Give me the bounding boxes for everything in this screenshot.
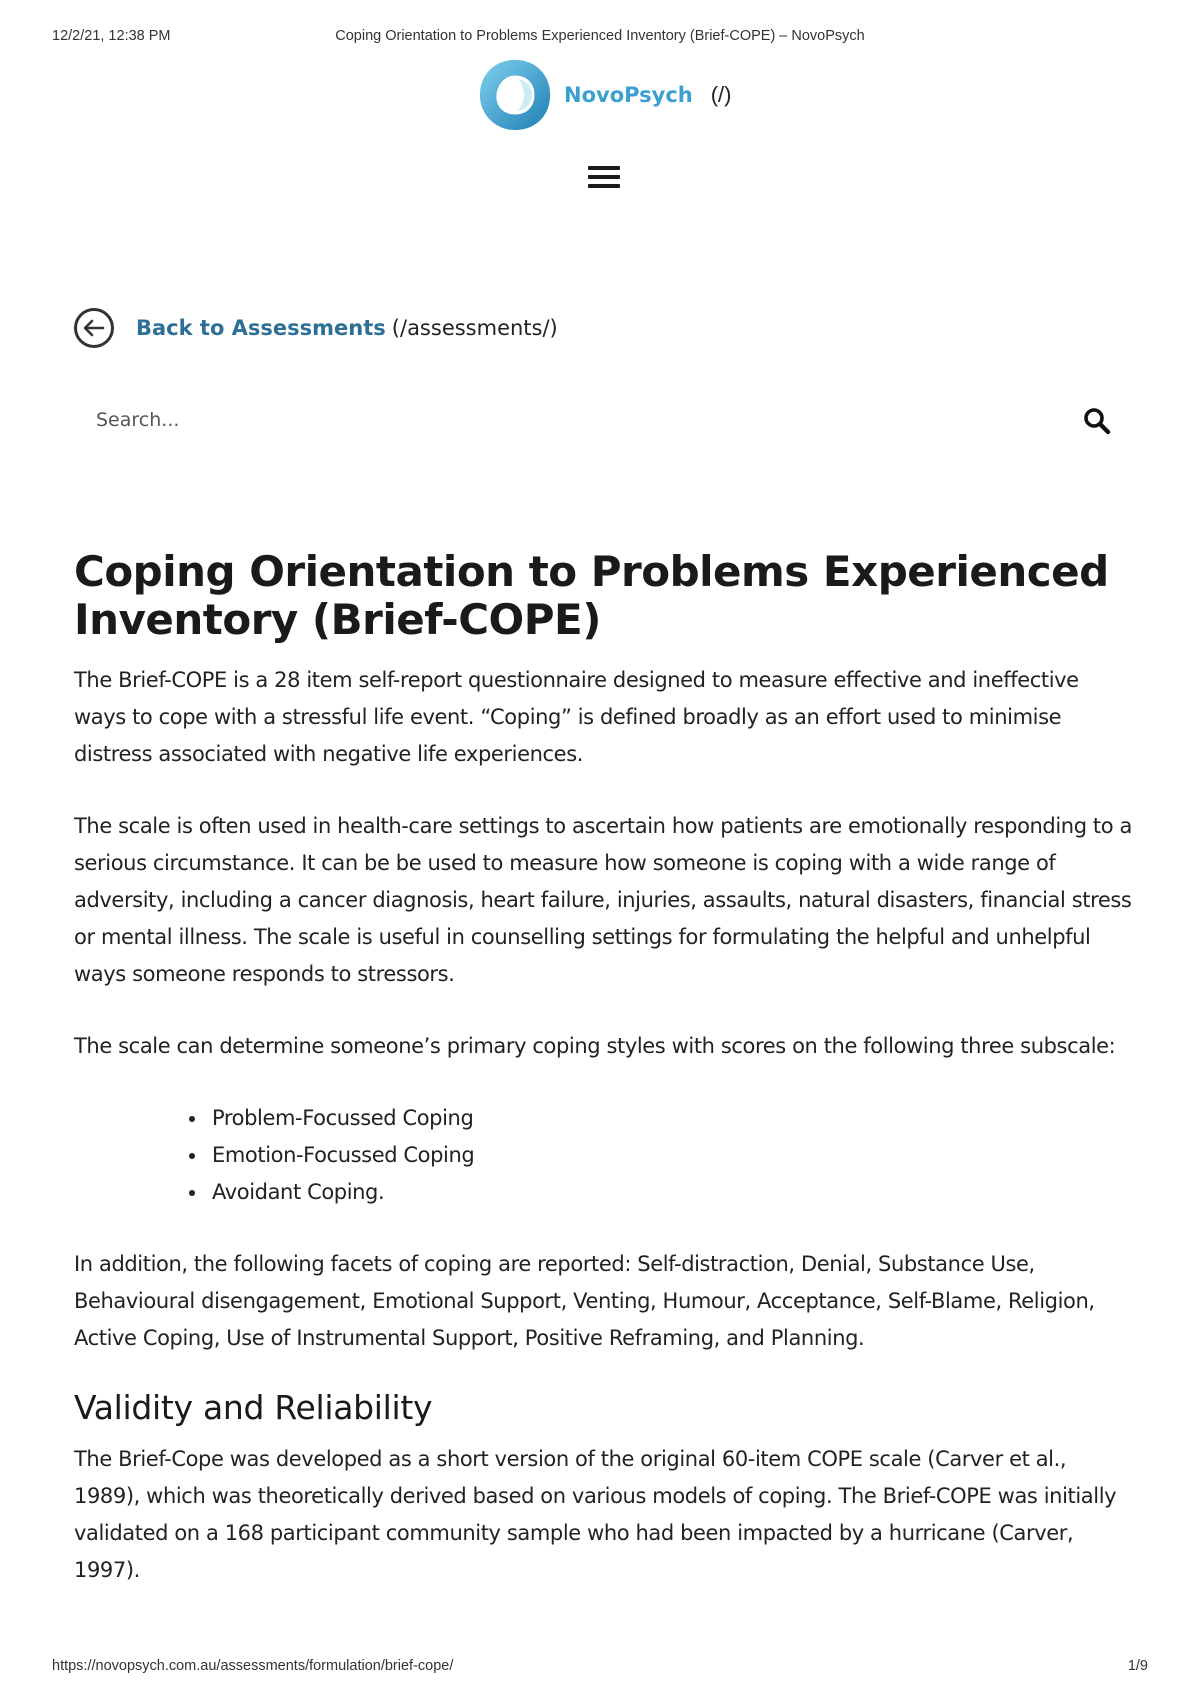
search-icon[interactable]	[1082, 406, 1112, 436]
print-date: 12/2/21, 12:38 PM	[52, 28, 171, 44]
print-header	[52, 28, 1148, 48]
list-item: • Avoidant Coping.	[208, 1174, 1134, 1211]
subscales-intro-paragraph: The scale can determine someone’s primary coping styles with scores on the following three subscale:	[74, 1034, 1116, 1058]
print-footer	[52, 1658, 1148, 1678]
intro-paragraph: The Brief-COPE is a 28 item self-report questionnaire designed to measure effective and ineffective ways to cope with a stressful life event. “Coping” is defined broadly as an effort used to minimise distress associated with negative life experiences.	[74, 668, 1079, 766]
print-url: https://novopsych.com.au/assessments/formulation/brief-cope/	[52, 1658, 454, 1674]
brand-name: NovoPsych	[564, 83, 693, 107]
section-heading-validity: Validity and Reliability	[74, 1388, 433, 1427]
list-item: • Problem-Focussed Coping	[208, 1100, 1134, 1137]
list-item: • Emotion-Focussed Coping	[208, 1137, 1134, 1174]
novopsych-logo-icon	[476, 56, 554, 134]
validity-paragraph: The Brief-Cope was developed as a short version of the original 60-item COPE scale (Carver et al., 1989), which was theoretically derived based on various models of coping. The Brief-COPE was initially validated on a 168 participant community sample who had been impacted by a hurricane (Carver, 1997).	[74, 1447, 1117, 1582]
subscale-list	[74, 1100, 1134, 1211]
arrow-left-icon	[83, 319, 105, 337]
article	[74, 548, 1134, 1589]
print-page-number: 1/9	[1127, 1658, 1148, 1674]
brand-href-text: (/)	[710, 82, 732, 107]
back-link-label: Back to Assessments	[136, 316, 386, 340]
brand-home-link[interactable]	[476, 56, 732, 134]
menu-bar	[588, 184, 620, 188]
print-document-title: Coping Orientation to Problems Experienced Inventory (Brief-COPE) – NovoPsych	[335, 28, 865, 44]
menu-bar	[588, 166, 620, 170]
hamburger-menu-icon[interactable]	[588, 166, 620, 188]
menu-bar	[588, 175, 620, 179]
page-title: Coping Orientation to Problems Experienced Inventory (Brief-COPE)	[74, 547, 1109, 644]
back-to-assessments-link[interactable]	[74, 306, 558, 350]
back-link-href-text: (/assessments/)	[391, 316, 558, 340]
search-bar	[74, 398, 1122, 444]
arrow-left-circle-icon	[74, 308, 114, 348]
facets-paragraph: In addition, the following facets of coping are reported: Self-distraction, Denial, Substance Use, Behavioural disengagement, Emotional Support, Venting, Humour, Acceptance, Self-Blame, Religion, Active Coping, Use of Instrumental Support, Positive Reframing, and Planning.	[74, 1252, 1095, 1350]
search-input[interactable]	[96, 402, 976, 438]
magnifier-glyph	[1082, 406, 1112, 436]
usage-paragraph: The scale is often used in health-care settings to ascertain how patients are emotionally responding to a serious circumstance. It can be be used to measure how someone is coping with a wide range of adversity, including a cancer diagnosis, heart failure, injuries, assaults, natural disasters, financial stress or mental illness. The scale is useful in counselling settings for formulating the helpful and unhelpful ways someone responds to stressors.	[74, 814, 1132, 986]
